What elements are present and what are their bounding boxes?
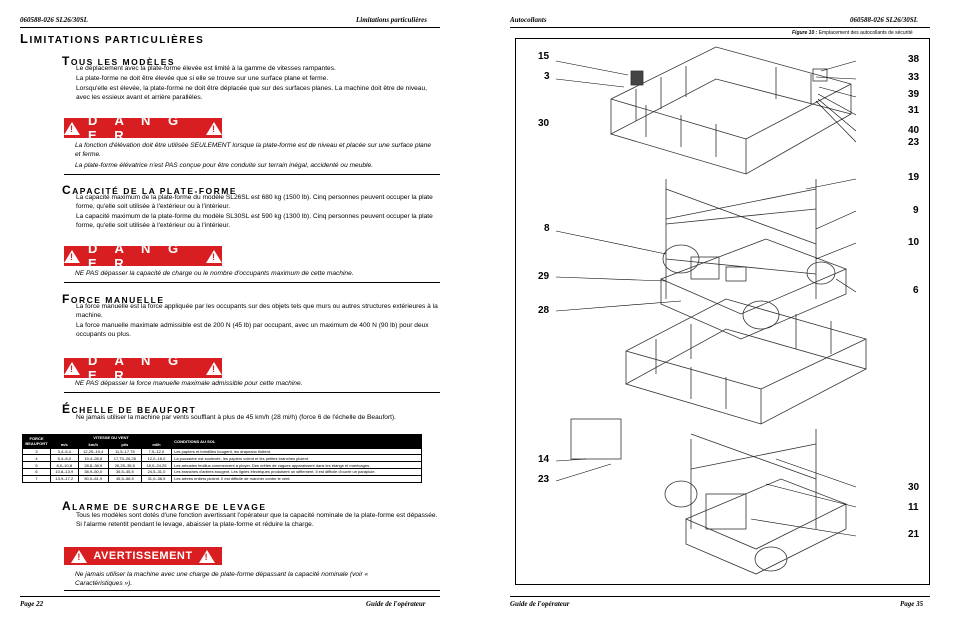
th-unit: km/h [78, 441, 108, 448]
header-left: Autocollants [510, 16, 547, 24]
th-force: FORCE BEAUFORT [23, 435, 51, 449]
callout-right: 38 [908, 54, 920, 65]
table-cell: 35,5–45,5 [108, 468, 141, 475]
warning-icon [206, 250, 222, 263]
table-cell: 24,5–31,0 [141, 468, 171, 475]
th-unit: m/s [51, 441, 79, 448]
header-right: 060588-026 SL26/30SL [850, 16, 918, 24]
danger1-rule [64, 174, 440, 175]
callout-right: 11 [908, 502, 919, 513]
avertissement-banner: ! AVERTISSEMENT ! [64, 547, 222, 565]
wheel [755, 547, 787, 571]
section-title-capacite: CAPACITÉ DE LA PLATE-FORME [62, 183, 238, 197]
table-cell: 19,4–28,8 [78, 455, 108, 462]
danger-banner-2: ! D A N G E R ! [64, 246, 222, 266]
footer-page-number: Page 22 [20, 600, 44, 608]
figure-caption: Figure 10 : Emplacement des autocollants de sécurité [792, 30, 913, 36]
wheel [665, 481, 697, 507]
footer-guide: Guide de l'opérateur [366, 600, 426, 608]
upper-platform-rail [611, 79, 851, 174]
callout-right: 39 [908, 89, 920, 100]
warning-icon [199, 550, 215, 563]
section-title-tous: TOUS LES MODÈLES [62, 54, 176, 68]
callout-right: 33 [908, 72, 920, 83]
table-cell: 12,0–18,0 [141, 455, 171, 462]
callout-right: 10 [908, 237, 920, 248]
table-cell: 38,9–50,0 [78, 468, 108, 475]
header-left: 060588-026 SL26/30SL [20, 16, 88, 24]
callout-right: 23 [908, 137, 920, 148]
danger2-text: NE PAS dépasser la capacité de charge ou le nombre d'occupants maximum de cette machine. [75, 270, 354, 277]
table-cell: La poussière est soulevée, les papiers volent et les petites branches ploient. [172, 455, 422, 462]
lower-platform-rail [626, 329, 866, 424]
force-p1: La force manuelle est la force appliquée par les occupants sur des objets tels que murs ou autres structures extérieures à la machine. [76, 303, 438, 319]
tous-p2: La plate-forme ne doit être élevée que si elle se trouve sur une surface plane et ferme. [76, 75, 329, 82]
scissor-lift-illustration [516, 39, 931, 586]
callout-right: 31 [908, 105, 920, 116]
section-title-force: FORCE MANUELLE [62, 292, 165, 306]
callout-left: 14 [538, 454, 550, 465]
table-row [23, 475, 422, 482]
danger1-text1: La fonction d'élévation doit être utilisée SEULEMENT lorsque la plate-forme est de niveau et placée sur une surface plane et ferme. [75, 142, 432, 158]
warning-icon [206, 122, 222, 135]
warning-icon [206, 362, 222, 375]
beaufort-table [22, 434, 422, 483]
table-cell: 12,25–19,4 [78, 448, 108, 455]
callout-left: 29 [538, 271, 550, 282]
table-cell: 26,25–35,5 [108, 462, 141, 469]
table-cell: 3,4–5,4 [51, 448, 79, 455]
table-cell: Les papiers et brindilles bougent, les drapeaux flottent. [172, 448, 422, 455]
callout-left: 8 [544, 223, 550, 234]
table-cell: Les arbres entiers ploient. Il est difficile de marcher contre le vent. [172, 475, 422, 482]
th-vitesse: VITESSE DU VENT [51, 435, 172, 442]
footer-page-number: Page 35 [900, 600, 924, 608]
table-cell: 17,75–26,25 [108, 455, 141, 462]
danger3-rule [64, 392, 440, 393]
danger2-rule [64, 282, 440, 283]
echelle-p1: Ne jamais utiliser la machine par vents soufflant à plus de 45 km/h (28 mi/h) (force 6 de l'échelle de Beaufort). [76, 414, 396, 421]
th-unit: mi/h [141, 441, 171, 448]
danger-banner-3: ! D A N G E R ! [64, 358, 222, 378]
table-cell: 10,8–13,9 [51, 468, 79, 475]
header-right: Limitations particulières [356, 16, 427, 24]
footer-rule [20, 596, 440, 597]
callout-right: 9 [913, 205, 919, 216]
section-title-echelle: ÉCHELLE DE BEAUFORT [62, 402, 197, 416]
table-cell: 4 [23, 455, 51, 462]
callout-left: 28 [538, 305, 550, 316]
danger-banner-1: ! D A N G E R ! [64, 118, 222, 138]
table-cell: 8,0–10,8 [51, 462, 79, 469]
warning-icon [71, 550, 87, 563]
section-title-alarme: ALARME DE SURCHARGE DE LEVAGE [62, 499, 267, 513]
th-conditions: CONDITIONS AU SOL [172, 435, 422, 449]
danger3-text: NE PAS dépasser la force manuelle maximale admissible pour cette machine. [75, 380, 303, 387]
danger1-text2: La plate-forme élévatrice n'est PAS conçue pour être conduite sur terrain inégal, accidenté ou meuble. [75, 162, 374, 169]
callout-right: 6 [913, 285, 919, 296]
callout-left: 15 [538, 51, 550, 62]
table-cell: Les arbustes feuillus commencent à ployer. Des crêtes de vagues apparaissent dans les étangs et marécages. [172, 462, 422, 469]
tous-p3: Lorsqu'elle est élevée, la plate-forme ne doit être déplacée que sur des surfaces planes. La machine doit être de niveau, avec les essieux avant et arrière parallèles. [76, 85, 427, 101]
table-cell: 31,0–38,5 [141, 475, 171, 482]
capacite-p2: La capacité maximum de la plate-forme du modèle SL30SL est 590 kg (1300 lb). Cinq personnes peuvent occuper la plate forme, qu'elle soit utilisée à l'extérieur ou à l'intérieur. [76, 213, 433, 229]
callout-right: 21 [908, 529, 920, 540]
tous-p1: Le déplacement avec la plate-forme élevée est limité à la gamme de vitesses rampantes. [76, 65, 336, 72]
callout-left: 30 [538, 118, 550, 129]
header-rule [510, 27, 930, 28]
footer-rule [510, 596, 930, 597]
table-cell: 50,0–61,9 [78, 475, 108, 482]
capacite-p1: La capacité maximum de la plate-forme du modèle SL26SL est 680 kg (1500 lb). Cinq personnes peuvent occuper la plate forme, qu'elle soit utilisée à l'extérieur ou à l'intérieur. [76, 194, 433, 210]
table-cell: Les branches d'arbres bougent. Les lignes électriques produisent un sifflement. Il est difficile d'ouvrir un parapluie. [172, 468, 422, 475]
table-row [23, 455, 422, 462]
th-unit: pi/s [108, 441, 141, 448]
avert-rule [64, 590, 440, 591]
callout-right: 30 [908, 482, 920, 493]
table-cell: 3 [23, 448, 51, 455]
warning-icon [64, 250, 80, 263]
figure-frame [515, 38, 930, 585]
right-page [477, 0, 954, 618]
table-cell: 28,8–38,9 [78, 462, 108, 469]
table-cell: 45,5–56,5 [108, 475, 141, 482]
warning-icon [64, 122, 80, 135]
alarme-p1: Tous les modèles sont dotés d'une fonction avertissant l'opérateur que la capacité nominale de la plate-forme est dépassée. Si l'alarme retentit pendant le levage, abaisser la plate-forme et réduire la charge. [76, 512, 438, 528]
avert-text: Ne jamais utiliser la machine avec une charge de plate-forme dépassant la capacité nominale (voir « Caractéristiques »). [75, 571, 369, 587]
callout-right: 40 [908, 125, 920, 136]
callout-left: 3 [544, 71, 550, 82]
table-cell: 5 [23, 462, 51, 469]
table-cell: 18,0–24,25 [141, 462, 171, 469]
table-cell: 7,5–12,0 [141, 448, 171, 455]
warning-icon [64, 362, 80, 375]
page-title: LIMITATIONS PARTICULIÈRES [20, 31, 205, 46]
header-rule [20, 27, 440, 28]
footer-guide: Guide de l'opérateur [510, 600, 570, 608]
table-cell: 11,5–17,75 [108, 448, 141, 455]
callout-right: 19 [908, 172, 920, 183]
table-row [23, 448, 422, 455]
table-cell: 13,9–17,2 [51, 475, 79, 482]
table-cell: 5,4–8,0 [51, 455, 79, 462]
table-cell: 6 [23, 468, 51, 475]
force-p2: La force manuelle maximale admissible est de 200 N (45 lb) par occupant, avec un maximum de 400 N (90 lb) pour deux occupants ou plus. [76, 322, 429, 338]
wheel [807, 262, 835, 284]
table-row [23, 468, 422, 475]
table-row [23, 462, 422, 469]
table-cell: 7 [23, 475, 51, 482]
callout-left: 23 [538, 474, 550, 485]
